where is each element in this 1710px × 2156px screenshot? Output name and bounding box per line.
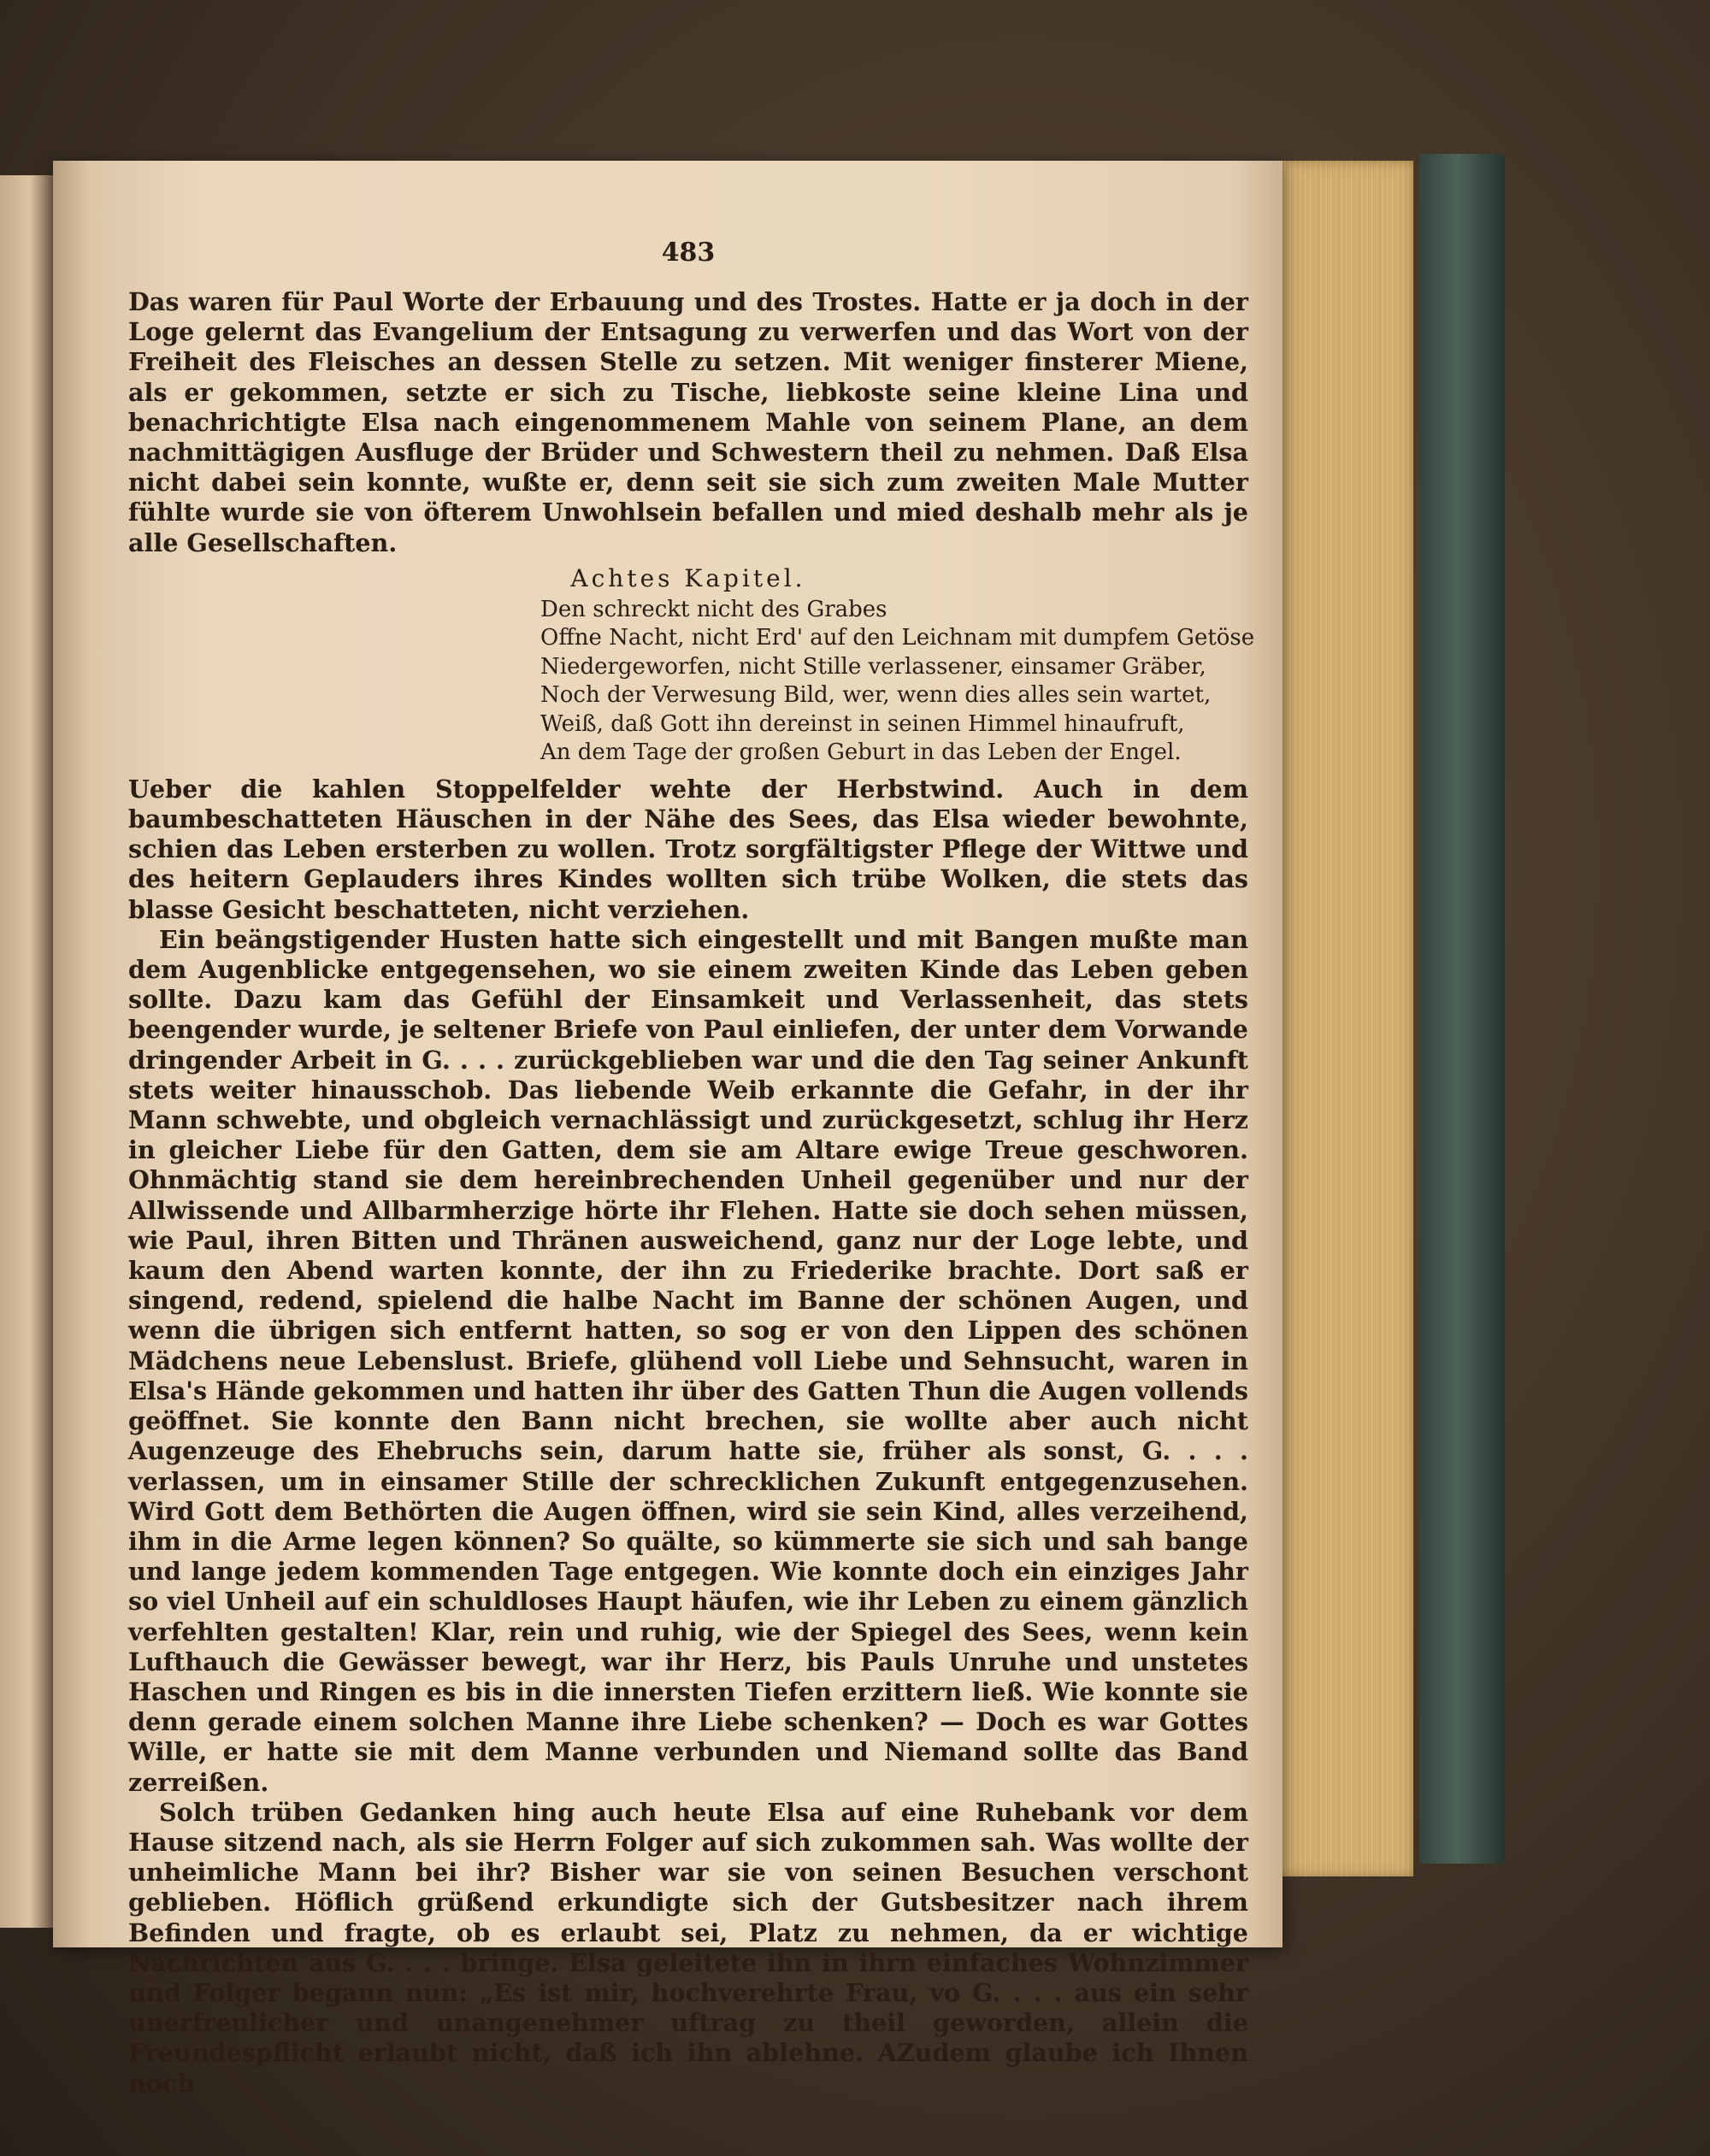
epigraph-line: Niedergeworfen, nicht Stille verlassener, einsamer Gräber,	[540, 653, 1206, 680]
epigraph-line: Noch der Verwesung Bild, wer, wenn dies alles sein wartet,	[540, 682, 1212, 709]
left-page-edge	[0, 175, 53, 1928]
paragraph: Ueber die kahlen Stoppelfelder wehte der Herbstwind. Auch in dem baumbeschatteten Häuschen in der Nähe des Sees, das Elsa wieder bewohnte, schien das Leben ersterben zu wollen. Trotz sorgfältigster Pflege der Wittwe und des heitern Geplauders ihres Kindes wollten sich trübe Wolken, die stets das blasse Gesicht beschatteten, nicht verziehen.	[128, 774, 1248, 924]
paragraph: Das waren für Paul Worte der Erbauung und des Trostes. Hatte er ja doch in der Loge gelernt das Evangelium der Entsagung zu verwerfen und das Wort von der Freiheit des Fleisches an dessen Stelle zu setzen. Mit weniger finsterer Miene, als er gekommen, setzte er sich zu Tische, liebkoste seine kleine Lina und benachrichtigte Elsa nach eingenommenem Mahle von seinem Plane, an dem nachmittägigen Ausfluge der Brüder und Schwestern theil zu nehmen. Daß Elsa nicht dabei sein konnte, wußte er, denn seit sie sich zum zweiten Male Mutter fühlte wurde sie von öfterem Unwohlsein befallen und mied deshalb mehr als je alle Gesellschaften.	[128, 287, 1248, 557]
epigraph-line: Offne Nacht, nicht Erd' auf den Leichnam mit dumpfem Getöse	[540, 625, 1255, 651]
paragraph: Ein beängstigender Husten hatte sich eingestellt und mit Bangen mußte man dem Augenblicke entgegensehen, wo sie einem zweiten Kinde das Leben geben sollte. Dazu kam das Gefühl der Einsamkeit und Verlassenheit, das stets beengender wurde, je seltener Briefe von Paul einliefen, der unter dem Vorwande dringender Arbeit in G. . . . zurückgeblieben war und die den Tag seiner Ankunft stets weiter hinausschob. Das liebende Weib erkannte die Gefahr, in der ihr Mann schwebte, und obgleich vernachlässigt und zurückgesetzt, schlug ihr Herz in gleicher Liebe für den Gatten, dem sie am Altare ewige Treue geschworen. Ohnmächtig stand sie dem hereinbrechenden Unheil gegenüber und nur der Allwissende und Allbarmherzige hörte ihr Flehen. Hatte sie doch sehen müssen, wie Paul, ihren Bitten und Thränen ausweichend, ganz nur der Loge lebte, und kaum den Abend warten konnte, der ihn zu Friederike brachte. Dort saß er singend, redend, spielend die halbe Nacht im Banne der schönen Augen, und wenn die übrigen sich entfernt hatten, so sog er von den Lippen des schönen Mädchens neue Lebenslust. Briefe, glühend voll Liebe und Sehnsucht, waren in Elsa's Hände gekommen und hatten ihr über des Gatten Thun die Augen vollends geöffnet. Sie konnte den Bann nicht brechen, sie wollte aber auch nicht Augenzeuge des Ehebruchs sein, darum hatte sie, früher als sonst, G. . . . verlassen, um in einsamer Stille der schrecklichen Zukunft entgegenzusehen. Wird Gott dem Bethörten die Augen öffnen, wird sie sein Kind, alles verzeihend, ihm in die Arme legen können? So quälte, so kümmerte sie sich und sah bange und lange jedem kommenden Tage entgegen. Wie konnte doch ein einziges Jahr so viel Unheil auf ein schuldloses Haupt häufen, wie ihr Leben zu einem gänzlich verfehlten gestalten! Klar, rein und ruhig, wie der Spiegel des Sees, wenn kein Lufthauch die Gewässer bewegt, war ihr Herz, bis Pauls Unruhe und unstetes Haschen und Ringen es bis in die innersten Tiefen erzittern ließ. Wie konnte sie denn gerade einem solchen Manne ihre Liebe schenken? — Doch es war Gottes Wille, er hatte sie mit dem Manne verbunden und Niemand sollte das Band zerreißen.	[128, 924, 1248, 1797]
book-page	[53, 161, 1282, 2098]
epigraph-line: An dem Tage der großen Geburt in das Leben der Engel.	[540, 739, 1182, 766]
page-number: 483	[661, 238, 716, 268]
paragraph: Solch trüben Gedanken hing auch heute Elsa auf eine Ruhebank vor dem Hause sitzend nach, als sie Herrn Folger auf sich zukommen sah. Was wollte der unheimliche Mann bei ihr? Bisher war sie von seinen Besuchen verschont geblieben. Höflich grüßend erkundigte sich der Gutsbesitzer nach ihrem Befinden und fragte, ob es erlaubt sei, Platz zu nehmen, da er wichtige Nachrichten aus G. . . . bringe. Elsa geleitete ihn in ihrn einfaches Wohnzimmer und Folger begann nun: „Es ist mir, hochverehrte Frau, vo G. . . . aus ein sehr unerfreulicher und unangenehmer uftrag zu theil geworden, allein die Freundespflicht erlaubt nicht, daß ich ihn ablehne. AZudem glaube ich Ihnen noch	[128, 1797, 1248, 2098]
epigraph-line: Weiß, daß Gott ihn dereinst in seinen Himmel hinaufruft,	[540, 710, 1185, 737]
epigraph-line: Den schreckt nicht des Grabes	[540, 596, 887, 622]
page-stack-edges	[1277, 161, 1413, 1876]
book-cover-board	[1419, 154, 1505, 1864]
chapter-heading: Achtes Kapitel.	[570, 563, 806, 592]
epigraph	[540, 596, 1255, 768]
page-text	[128, 238, 1255, 2099]
